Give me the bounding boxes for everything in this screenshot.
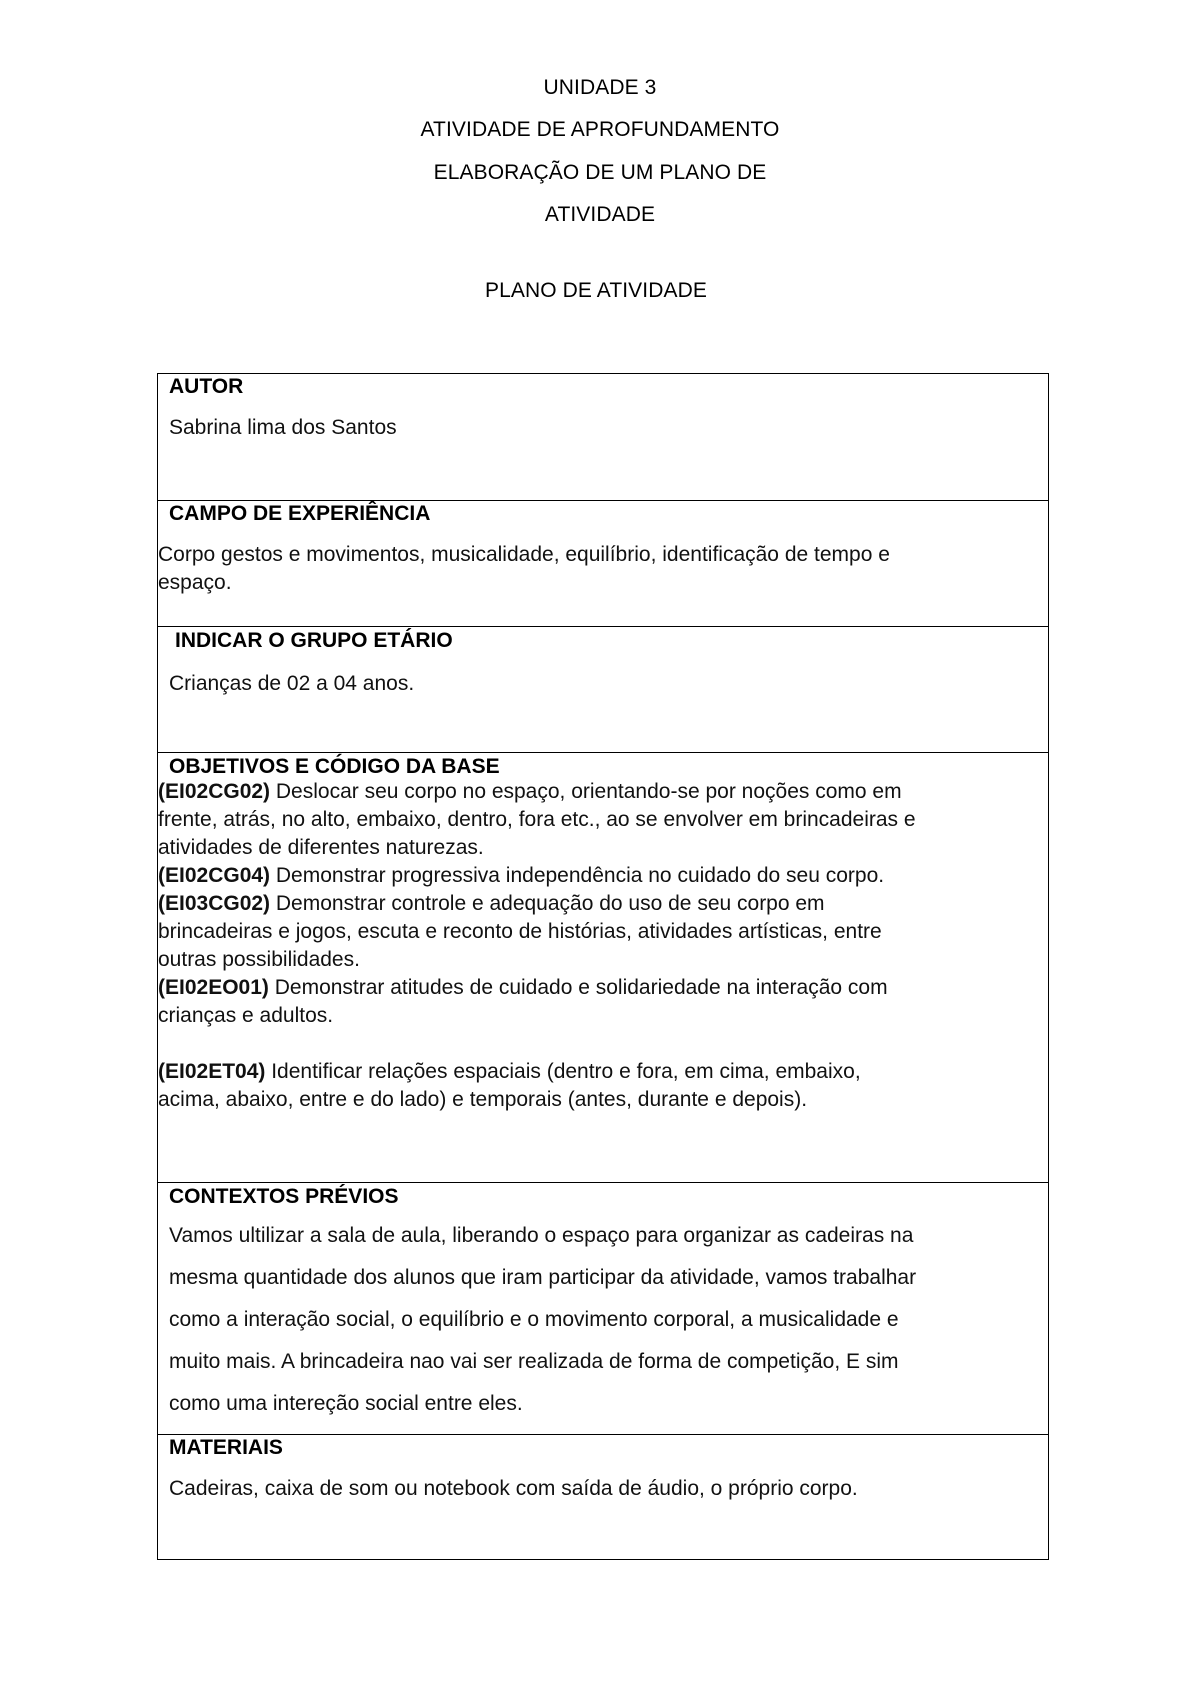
age-group-label: INDICAR O GRUPO ETÁRIO (175, 629, 453, 652)
objectives-label: OBJETIVOS E CÓDIGO DA BASE (169, 755, 500, 778)
activity-plan-table (157, 373, 1049, 1560)
objective-item (158, 778, 916, 806)
prior-contexts-line: como a interação social, o equilíbrio e o movimento corporal, a musicalidade e (169, 1308, 899, 1331)
prior-contexts-value (169, 1215, 916, 1425)
prior-contexts-line: Vamos ultilizar a sala de aula, liberando o espaço para organizar as cadeiras na (169, 1224, 914, 1247)
objective-code: (EI02CG04) (158, 864, 271, 887)
unit-heading: UNIDADE 3 (543, 76, 657, 99)
objective-text-line: brincadeiras e jogos, escuta e reconto de histórias, atividades artísticas, entre (158, 920, 882, 943)
objective-text: Demonstrar controle e adequação do uso de seu corpo em (270, 892, 825, 915)
objective-text-line: outras possibilidades. (158, 948, 360, 971)
prior-contexts-line: mesma quantidade dos alunos que iram participar da atividade, vamos trabalhar (169, 1266, 917, 1289)
experience-field-line: Corpo gestos e movimentos, musicalidade, equilíbrio, identificação de tempo e (158, 543, 890, 566)
author-label: AUTOR (169, 375, 244, 398)
materials-section (158, 1434, 1048, 1559)
objectives-section (158, 752, 1048, 1182)
objective-text: Identificar relações espaciais (dentro e fora, em cima, embaixo, (265, 1060, 861, 1083)
experience-field-section (158, 500, 1048, 626)
objective-code: (EI02CG02) (158, 780, 271, 803)
age-group-value: Crianças de 02 a 04 anos. (169, 672, 415, 695)
activity-type-heading: ATIVIDADE DE APROFUNDAMENTO (420, 118, 780, 141)
prior-contexts-section (158, 1182, 1048, 1434)
objective-text: Demonstrar atitudes de cuidado e solidariedade na interação com (268, 976, 888, 999)
objective-text-line: crianças e adultos. (158, 1004, 334, 1027)
materials-label: MATERIAIS (169, 1436, 283, 1459)
objectives-list (158, 778, 916, 1114)
objective-text-line: frente, atrás, no alto, embaixo, dentro, fora etc., ao se envolver em brincadeiras e (158, 808, 916, 831)
objective-item (158, 974, 916, 1002)
plan-title: PLANO DE ATIVIDADE (485, 279, 707, 302)
author-section (158, 374, 1048, 500)
prior-contexts-label: CONTEXTOS PRÉVIOS (169, 1185, 399, 1208)
objective-item (158, 1058, 916, 1086)
objective-item (158, 862, 916, 890)
author-value: Sabrina lima dos Santos (169, 416, 397, 439)
experience-field-line: espaço. (158, 571, 232, 594)
objective-text: Deslocar seu corpo no espaço, orientando-se por noções como em (270, 780, 902, 803)
title-line-1: ELABORAÇÃO DE UM PLANO DE (433, 161, 767, 184)
objective-code: (EI03CG02) (158, 892, 271, 915)
objective-text-line: atividades de diferentes naturezas. (158, 836, 484, 859)
objective-item (158, 890, 916, 918)
objective-code: (EI02ET04) (158, 1060, 266, 1083)
objective-text: Demonstrar progressiva independência no cuidado do seu corpo. (270, 864, 885, 887)
age-group-section (158, 626, 1048, 752)
spacer (158, 1030, 916, 1058)
materials-value: Cadeiras, caixa de som ou notebook com saída de áudio, o próprio corpo. (169, 1477, 858, 1500)
experience-field-value (158, 541, 890, 597)
prior-contexts-line: muito mais. A brincadeira nao vai ser realizada de forma de competição, E sim (169, 1350, 899, 1373)
prior-contexts-line: como uma intereção social entre eles. (169, 1392, 523, 1415)
experience-field-label: CAMPO DE EXPERIÊNCIA (169, 502, 431, 525)
objective-text-line: acima, abaixo, entre e do lado) e temporais (antes, durante e depois). (158, 1088, 808, 1111)
objective-code: (EI02EO01) (158, 976, 269, 999)
title-line-2: ATIVIDADE (544, 203, 656, 226)
